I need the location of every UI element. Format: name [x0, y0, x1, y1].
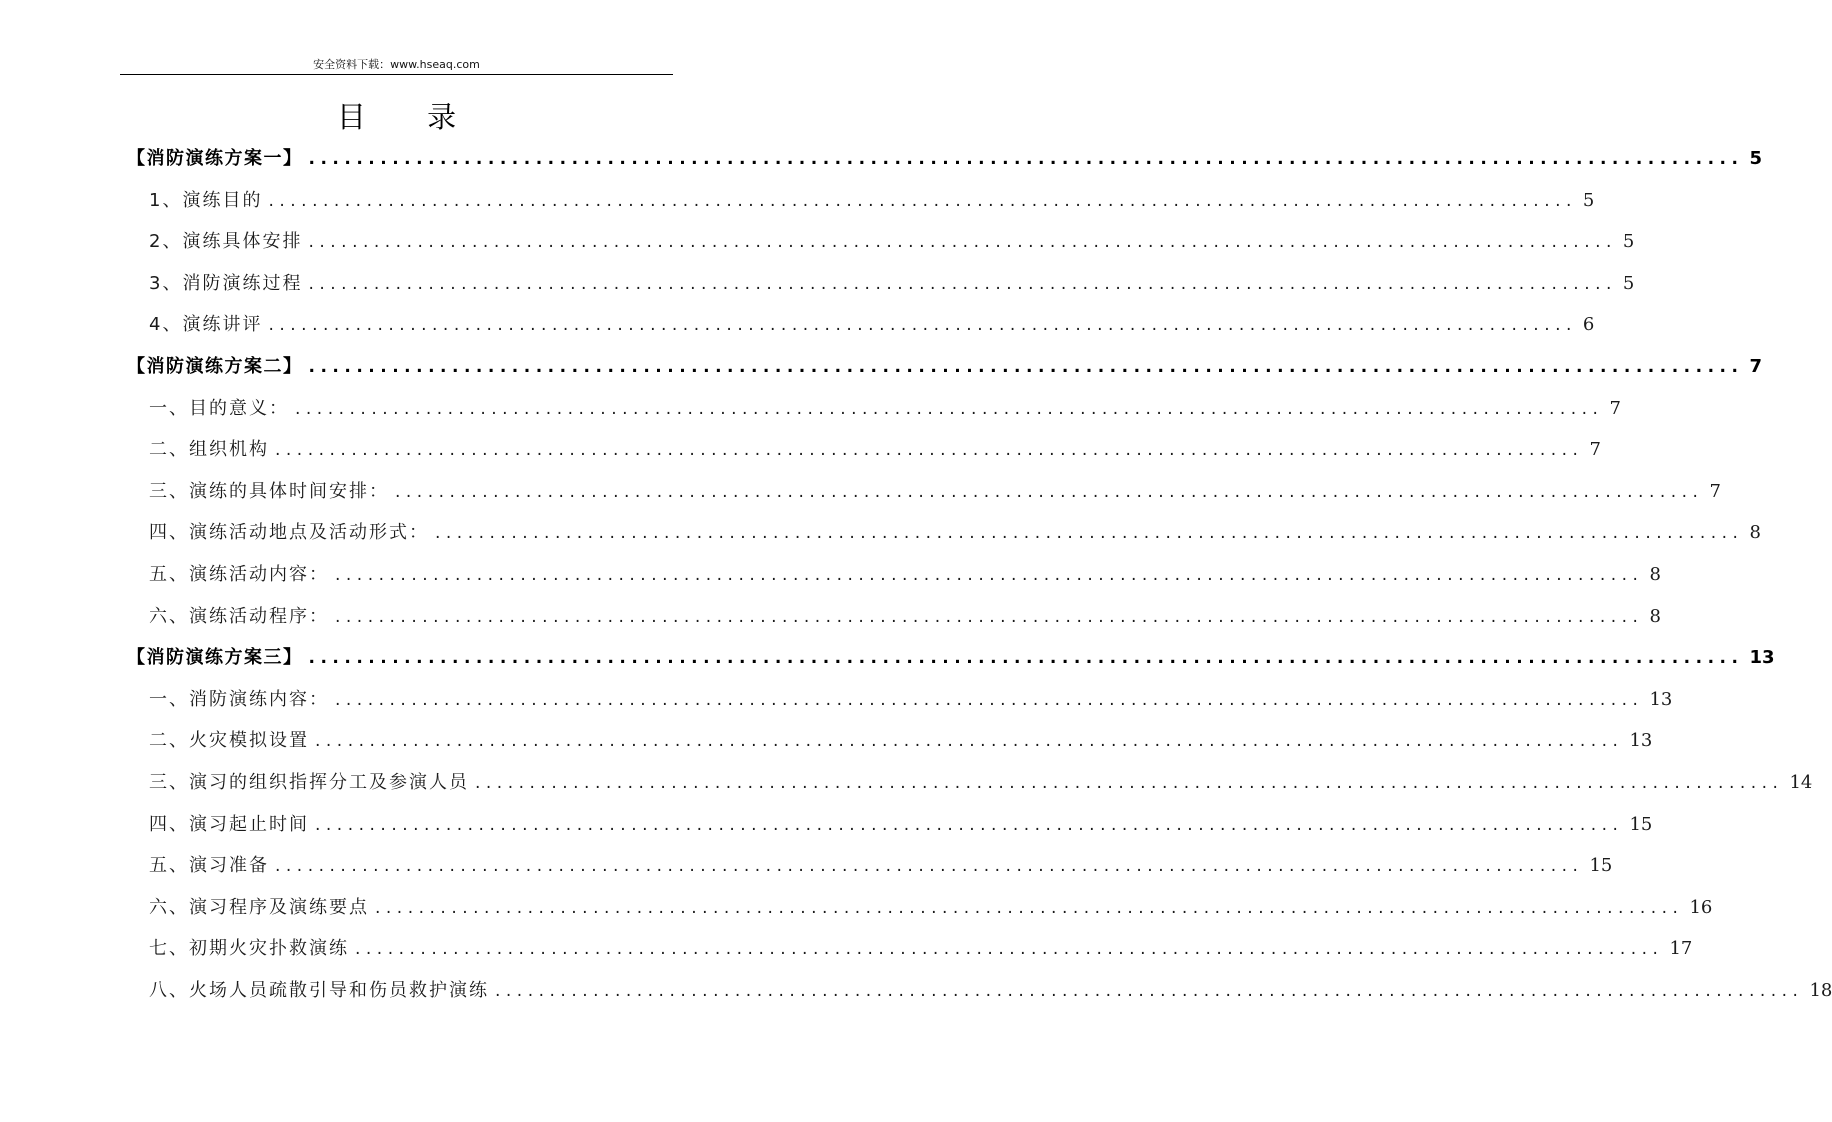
toc-subsection-entry[interactable] [127, 804, 1653, 846]
toc-page-number: 7 [1749, 355, 1762, 377]
toc-dot-leader: ........................................................................................................................ [355, 939, 1664, 960]
toc-dot-leader: ........................................................................................................................ [315, 731, 1624, 752]
toc-page-number: 5 [1622, 231, 1635, 253]
toc-dot-leader: ........................................................................................................................ [495, 980, 1804, 1001]
toc-entry-label: 二、组织机构 [149, 439, 269, 461]
toc-section-entry[interactable] [127, 346, 1762, 388]
toc-subsection-entry[interactable] [127, 928, 1693, 970]
toc-page-number: 6 [1582, 314, 1595, 336]
toc-page-number: 8 [1649, 563, 1661, 585]
header-divider [120, 74, 673, 75]
toc-page-number: 16 [1689, 896, 1713, 918]
toc-entry-label: 五、演练活动内容： [149, 563, 329, 585]
toc-page-number: 7 [1589, 439, 1601, 461]
toc-dot-leader: ........................................................................................................................ [308, 648, 1744, 669]
toc-entry-label: 1、演练目的 [149, 189, 263, 211]
toc-dot-leader: ........................................................................................................................ [308, 149, 1744, 169]
toc-dot-leader: ........................................................................................................................ [375, 897, 1684, 918]
toc-dot-leader: ........................................................................................................................ [475, 772, 1784, 793]
toc-page-number: 14 [1789, 771, 1813, 793]
toc-page-number: 5 [1749, 148, 1762, 169]
toc-entry-label: 六、演习程序及演练要点 [149, 896, 369, 918]
page-header [120, 57, 673, 73]
toc-subsection-entry[interactable] [127, 970, 1832, 1012]
toc-page-number: 8 [1649, 605, 1661, 627]
toc-subsection-entry[interactable] [127, 845, 1613, 887]
toc-dot-leader: ........................................................................................................................ [275, 440, 1584, 461]
toc-subsection-entry[interactable] [127, 388, 1621, 430]
toc-subsection-entry[interactable] [127, 221, 1635, 263]
toc-subsection-entry[interactable] [127, 679, 1673, 721]
toc-subsection-entry[interactable] [127, 596, 1661, 638]
toc-entry-label: 3、消防演练过程 [149, 272, 303, 294]
toc-subsection-entry[interactable] [127, 512, 1761, 554]
toc-dot-leader: ........................................................................................................................ [295, 398, 1604, 419]
toc-entry-label: 七、初期火灾扑救演练 [149, 938, 349, 960]
toc-page-number: 17 [1669, 938, 1693, 960]
toc-subsection-entry[interactable] [127, 263, 1635, 305]
toc-entry-label: 一、目的意义： [149, 397, 289, 419]
toc-dot-leader: ........................................................................................................................ [335, 689, 1644, 710]
toc-page-number: 18 [1809, 979, 1832, 1001]
toc-entry-label: 四、演练活动地点及活动形式： [149, 522, 429, 544]
table-of-contents [127, 138, 1832, 1011]
toc-dot-leader: ........................................................................................................................ [308, 356, 1744, 377]
toc-page-number: 7 [1609, 397, 1621, 419]
toc-dot-leader: ........................................................................................................................ [275, 856, 1584, 877]
toc-entry-label: 四、演习起止时间 [149, 813, 309, 835]
toc-dot-leader: ........................................................................................................................ [435, 523, 1744, 544]
toc-page-number: 13 [1629, 730, 1653, 752]
toc-dot-leader: ........................................................................................................................ [308, 273, 1617, 294]
toc-section-entry[interactable] [127, 138, 1762, 180]
toc-page-number: 15 [1629, 813, 1653, 835]
page-title: 目 录 [336, 100, 483, 134]
toc-dot-leader: ........................................................................................................................ [315, 814, 1624, 835]
toc-dot-leader: ........................................................................................................................ [268, 315, 1577, 336]
toc-entry-label: 三、演习的组织指挥分工及参演人员 [149, 771, 469, 793]
toc-entry-label: 【消防演练方案三】 [127, 647, 303, 669]
toc-entry-label: 一、消防演练内容： [149, 688, 329, 710]
toc-subsection-entry[interactable] [127, 429, 1601, 471]
toc-dot-leader: ........................................................................................................................ [335, 606, 1644, 627]
toc-page-number: 15 [1589, 855, 1613, 877]
toc-subsection-entry[interactable] [127, 720, 1653, 762]
toc-page-number: 13 [1649, 688, 1673, 710]
toc-entry-label: 三、演练的具体时间安排： [149, 480, 389, 502]
toc-subsection-entry[interactable] [127, 304, 1595, 346]
toc-subsection-entry[interactable] [127, 887, 1713, 929]
toc-page-number: 7 [1709, 480, 1721, 502]
toc-entry-label: 二、火灾模拟设置 [149, 730, 309, 752]
toc-entry-label: 五、演习准备 [149, 855, 269, 877]
toc-page-number: 5 [1622, 272, 1635, 294]
toc-page-number: 13 [1749, 647, 1775, 669]
toc-dot-leader: ........................................................................................................................ [268, 190, 1577, 211]
toc-dot-leader: ........................................................................................................................ [395, 481, 1704, 502]
toc-dot-leader: ........................................................................................................................ [335, 564, 1644, 585]
toc-subsection-entry[interactable] [127, 471, 1721, 513]
toc-entry-label: 六、演练活动程序： [149, 605, 329, 627]
toc-subsection-entry[interactable] [127, 762, 1813, 804]
toc-subsection-entry[interactable] [127, 554, 1661, 596]
header-text: 安全资料下载：www.hseaq.com [313, 58, 480, 71]
toc-entry-label: 4、演练讲评 [149, 314, 263, 336]
toc-entry-label: 2、演练具体安排 [149, 231, 303, 253]
toc-entry-label: 八、火场人员疏散引导和伤员救护演练 [149, 979, 489, 1001]
toc-dot-leader: ........................................................................................................................ [308, 232, 1617, 253]
toc-entry-label: 【消防演练方案一】 [127, 148, 303, 169]
toc-entry-label: 【消防演练方案二】 [127, 355, 303, 377]
toc-section-entry[interactable] [127, 637, 1775, 679]
toc-page-number: 8 [1749, 522, 1761, 544]
toc-page-number: 5 [1582, 189, 1595, 211]
toc-subsection-entry[interactable] [127, 180, 1595, 222]
